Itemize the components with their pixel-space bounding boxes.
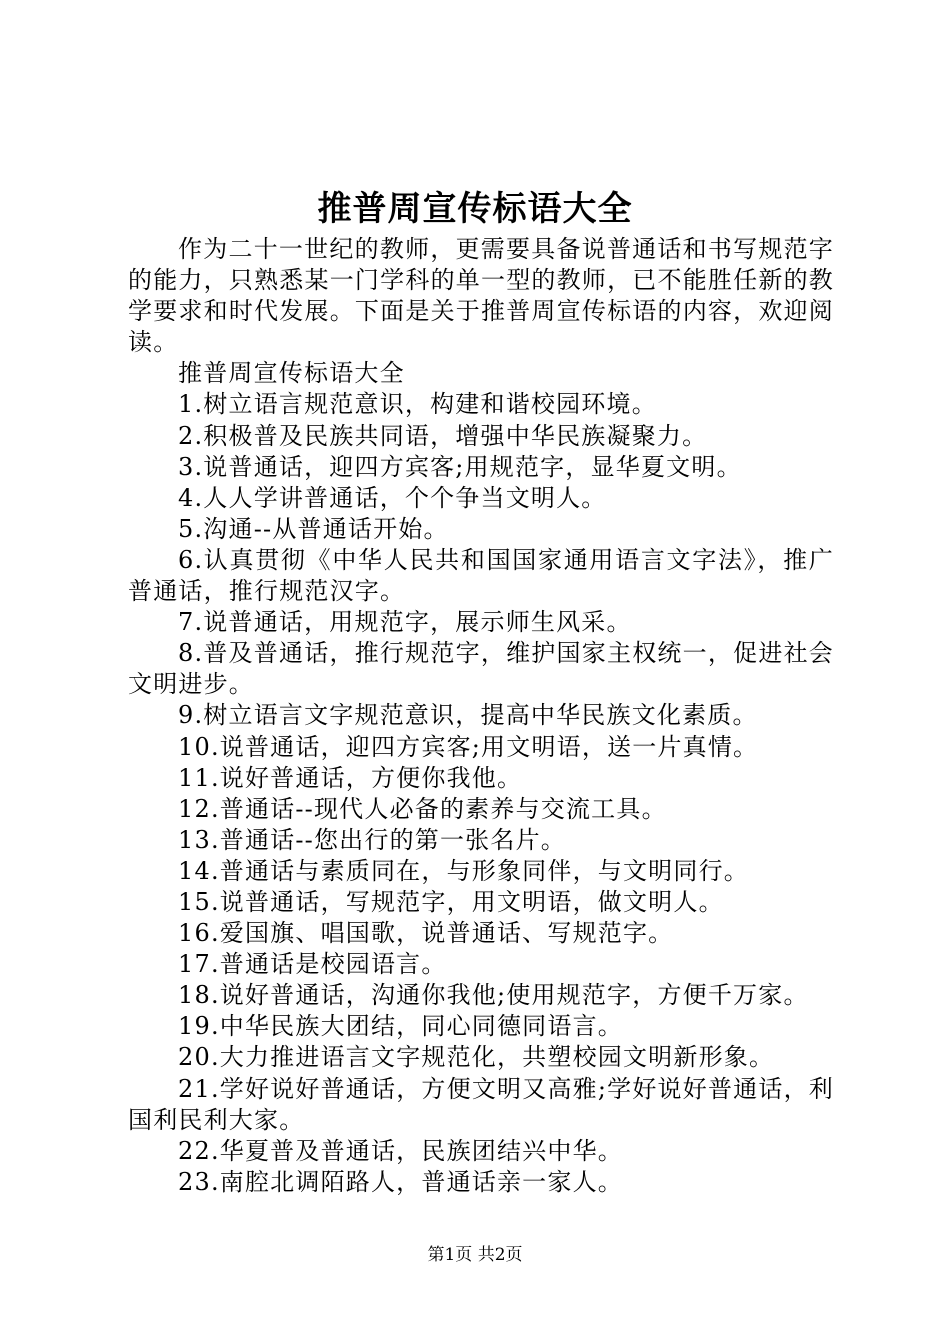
slogan-item: 12.普通话--现代人必备的素养与交流工具。 bbox=[178, 794, 667, 823]
slogan-item: 17.普通话是校园语言。 bbox=[178, 950, 447, 979]
slogan-item: 7.说普通话，用规范字，展示师生风采。 bbox=[178, 608, 632, 637]
slogan-item: 18.说好普通话，沟通你我他;使用规范字，方便千万家。 bbox=[178, 981, 809, 1010]
slogan-item: 16.爱国旗、唱国歌，说普通话、写规范字。 bbox=[178, 919, 674, 948]
slogan-item: 6.认真贯彻《中华人民共和国国家通用语言文字法》，推广普通话，推行规范汉字。 bbox=[128, 545, 834, 606]
slogan-item: 19.中华民族大团结，同心同德同语言。 bbox=[178, 1012, 623, 1041]
intro-paragraph: 作为二十一世纪的教师，更需要具备说普通话和书写规范字的能力，只熟悉某一门学科的单一型的教师，已不能胜任新的教学要求和时代发展。下面是关于推普周宣传标语的内容，欢迎阅读。 bbox=[128, 235, 834, 357]
slogan-item: 23.南腔北调陌路人，普通话亲一家人。 bbox=[178, 1167, 623, 1196]
slogan-item: 4.人人学讲普通话，个个争当文明人。 bbox=[178, 483, 607, 512]
slogan-item: 11.说好普通话，方便你我他。 bbox=[178, 763, 523, 792]
document-title: 推普周宣传标语大全 bbox=[317, 189, 633, 229]
slogan-item: 21.学好说好普通话，方便文明又高雅;学好说好普通话，利国利民利大家。 bbox=[128, 1074, 834, 1134]
slogan-list bbox=[128, 389, 834, 1197]
slogan-item: 8.普及普通话，推行规范字，维护国家主权统一，促进社会文明进步。 bbox=[128, 639, 834, 699]
slogan-item: 13.普通话--您出行的第一张名片。 bbox=[178, 825, 566, 854]
slogan-item: 10.说普通话，迎四方宾客;用文明语，送一片真情。 bbox=[178, 732, 759, 761]
slogan-item: 20.大力推进语言文字规范化，共塑校园文明新形象。 bbox=[178, 1043, 775, 1072]
slogan-item: 1.树立语言规范意识，构建和谐校园环境。 bbox=[178, 390, 657, 419]
slogan-item: 15.说普通话，写规范字，用文明语，做文明人。 bbox=[178, 887, 724, 916]
slogan-item: 9.树立语言文字规范意识，提高中华民族文化素质。 bbox=[178, 701, 758, 730]
slogan-item: 3.说普通话，迎四方宾客;用规范字，显华夏文明。 bbox=[178, 452, 742, 481]
slogan-item: 2.积极普及民族共同语，增强中华民族凝聚力。 bbox=[178, 421, 708, 450]
slogan-item: 14.普通话与素质同在，与形象同伴，与文明同行。 bbox=[178, 856, 749, 885]
slogan-item: 22.华夏普及普通话，民族团结兴中华。 bbox=[178, 1136, 623, 1165]
page-indicator: 第1页 共2页 bbox=[427, 1245, 523, 1265]
slogan-item: 5.沟通--从普通话开始。 bbox=[178, 514, 449, 543]
section-heading: 推普周宣传标语大全 bbox=[178, 359, 405, 388]
document-body bbox=[128, 234, 834, 1198]
